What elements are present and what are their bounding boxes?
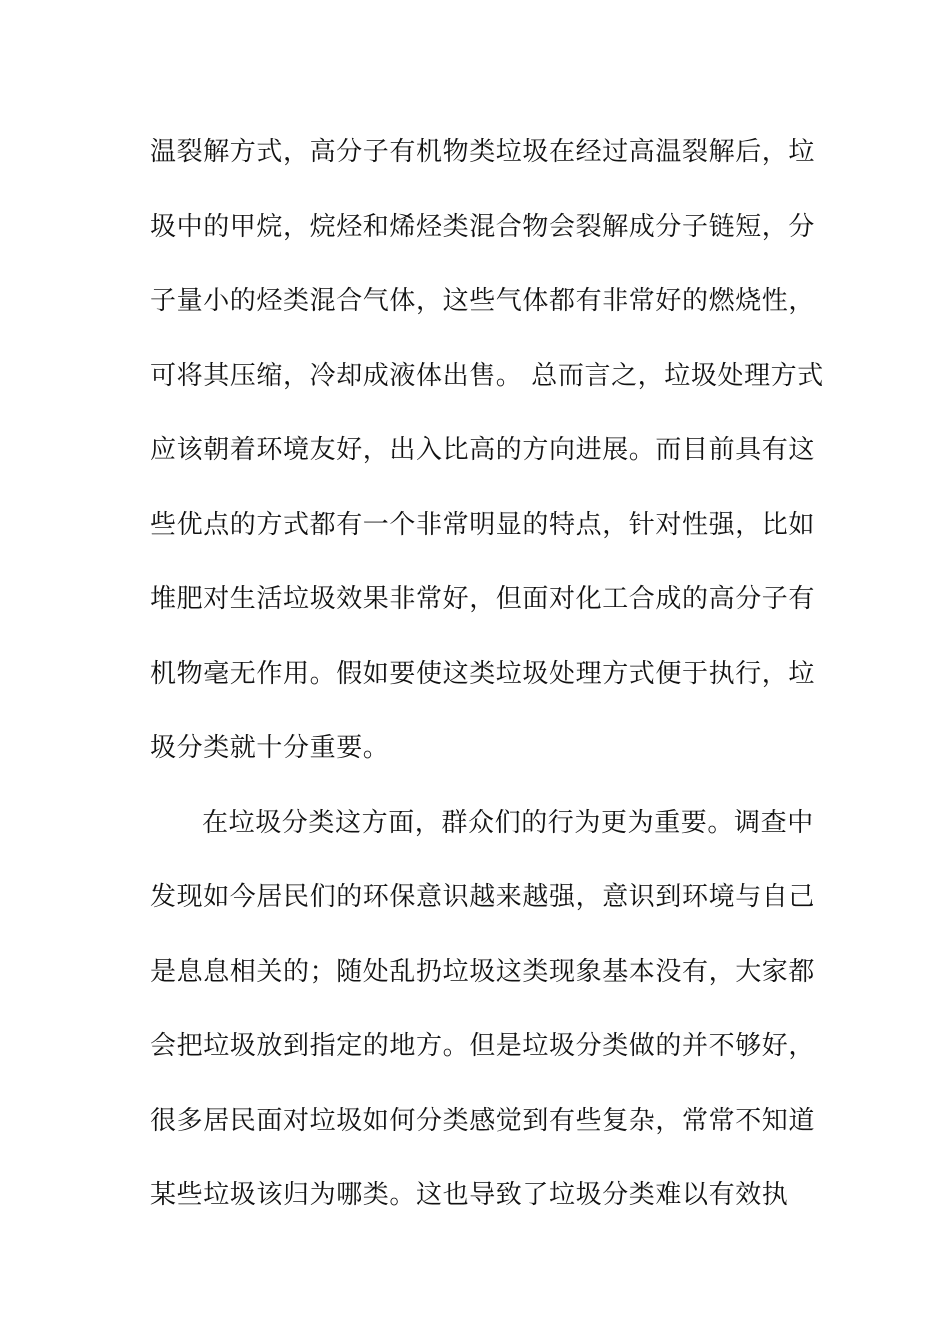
paragraph-line: 温裂解方式，高分子有机物类垃圾在经过高温裂解后，垃 — [150, 137, 816, 167]
paragraph-line: 子量小的烃类混合气体，这些气体都有非常好的燃烧性， — [150, 286, 816, 316]
paragraph-line: 是息息相关的；随处乱扔垃圾这类现象基本没有，大家都 — [150, 957, 816, 987]
paragraph-line: 可将其压缩，冷却成液体出售。 总而言之，垃圾处理方式 — [150, 361, 824, 391]
paragraph-line: 某些垃圾该归为哪类。这也导致了垃圾分类难以有效执 — [150, 1180, 789, 1210]
paragraph-line: 机物毫无作用。假如要使这类垃圾处理方式便于执行，垃 — [150, 659, 816, 689]
paragraph-line: 在垃圾分类这方面，群众们的行为更为重要。调查中 — [202, 808, 814, 838]
paragraph-line: 很多居民面对垃圾如何分类感觉到有些复杂，常常不知道 — [150, 1106, 816, 1136]
paragraph-line: 些优点的方式都有一个非常明显的特点，针对性强，比如 — [150, 510, 816, 540]
paragraph-line: 应该朝着环境友好，出入比高的方向进展。而目前具有这 — [150, 435, 816, 465]
paragraph-line: 堆肥对生活垃圾效果非常好，但面对化工合成的高分子有 — [150, 584, 816, 614]
paragraph-line: 圾中的甲烷，烷烃和烯烃类混合物会裂解成分子链短，分 — [150, 212, 816, 242]
paragraph-line: 发现如今居民们的环保意识越来越强，意识到环境与自己 — [150, 882, 816, 912]
paragraph-line: 圾分类就十分重要。 — [150, 733, 390, 763]
paragraph-line: 会把垃圾放到指定的地方。但是垃圾分类做的并不够好， — [150, 1031, 816, 1061]
